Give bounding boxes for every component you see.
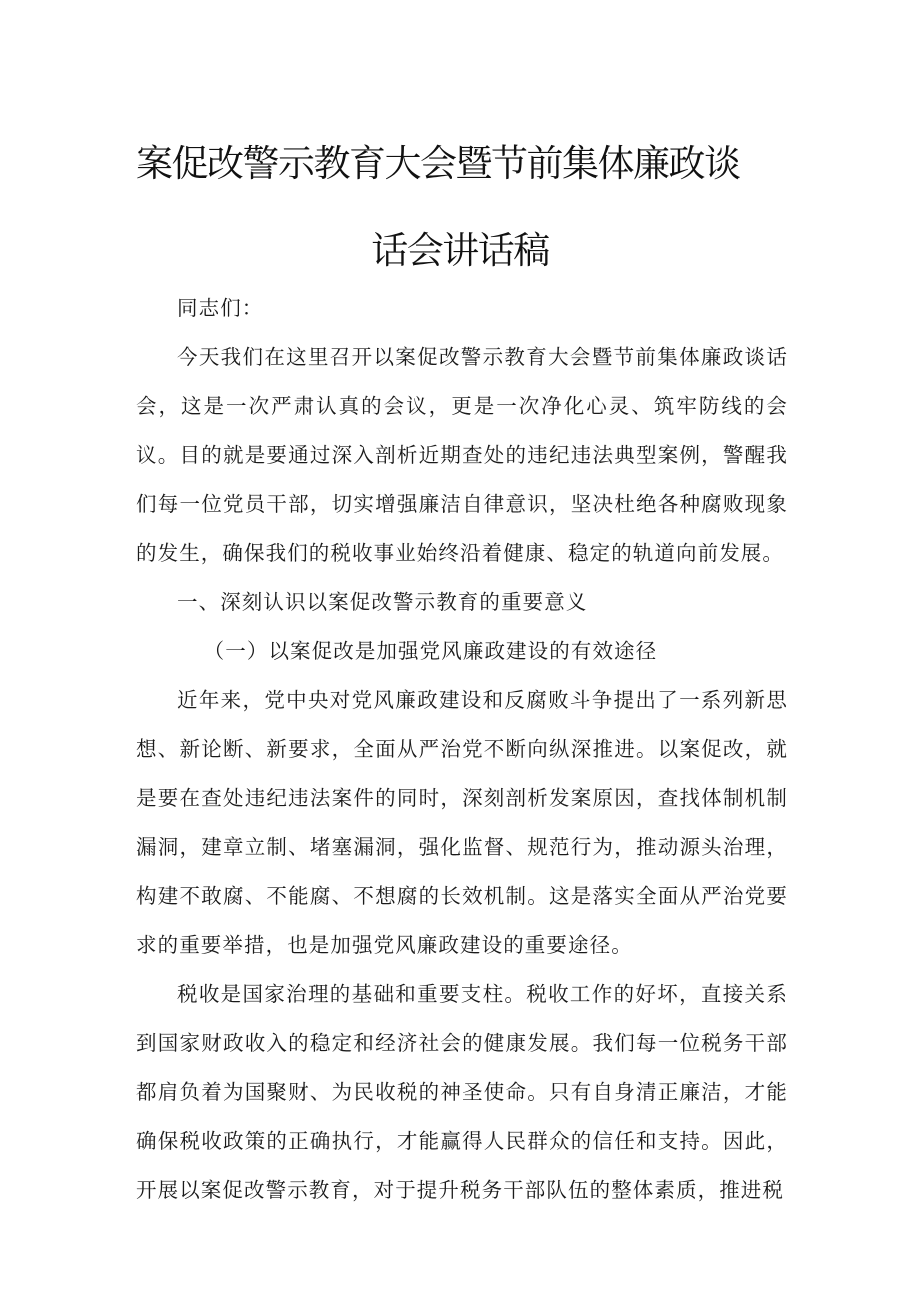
document-body — [136, 284, 788, 1215]
section-paragraph-1: 近年来，党中央对党风廉政建设和反腐败斗争提出了一系列新思想、新论断、新要求，全面从严治党不断向纵深推进。以案促改，就是要在查处违纪违法案件的同时，深刻剖析发案原因，查找体制机制漏洞，建章立制、堵塞漏洞，强化监督、规范行为，推动源头治理，构建不敢腐、不能腐、不想腐的长效机制。这是落实全面从严治党要求的重要举措，也是加强党风廉政建设的重要途径。 — [136, 688, 788, 957]
subsection-heading-1-1: （一）以案促改是加强党风廉政建设的有效途径 — [203, 639, 658, 663]
document-title-line-1: 案促改警示教育大会暨节前集体廉政谈 — [136, 142, 740, 185]
intro-paragraph: 今天我们在这里召开以案促改警示教育大会暨节前集体廉政谈话会，这是一次严肃认真的会议，更是一次净化心灵、筑牢防线的会议。目的就是要通过深入剖析近期查处的违纪违法典型案例，警醒我们每一位党员干部，切实增强廉洁自律意识，坚决杜绝各种腐败现象的发生，确保我们的税收事业始终沿着健康、稳定的轨道向前发展。 — [136, 345, 788, 565]
section-paragraph-2: 税收是国家治理的基础和重要支柱。税收工作的好坏，直接关系到国家财政收入的稳定和经济社会的健康发展。我们每一位税务干部都肩负着为国聚财、为民收税的神圣使命。只有自身清正廉洁，才能确保税收政策的正确执行，才能赢得人民群众的信任和支持。因此，开展以案促改警示教育，对于提升税务干部队伍的整体素质，推进税 — [136, 982, 788, 1202]
document-title-line-2: 话会讲话稿 — [371, 229, 549, 272]
section-heading-1: 一、深刻认识以案促改警示教育的重要意义 — [177, 590, 588, 614]
salutation: 同志们： — [177, 296, 264, 320]
